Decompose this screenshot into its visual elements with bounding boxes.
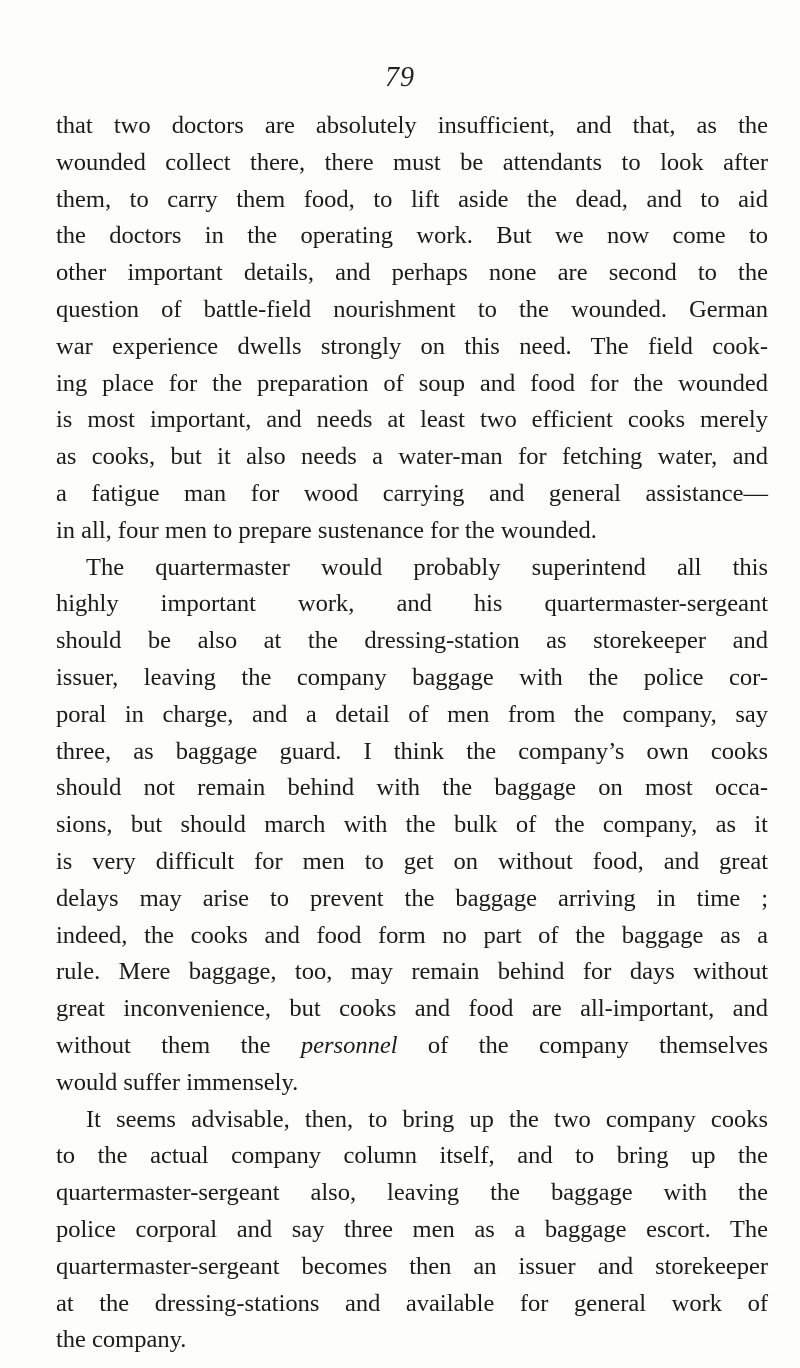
text-line: great inconvenience, but cooks and food are all-important, and <box>56 995 768 1023</box>
text-line: that two doctors are absolutely insufficient, and that, as the <box>56 112 768 139</box>
text-line: poral in charge, and a detail of men from the company, say <box>56 700 768 728</box>
text-line: quartermaster-sergeant becomes then an issuer and storekeeper <box>56 1252 768 1280</box>
paragraph-start-line: The quartermaster would probably superintend all this <box>86 553 768 581</box>
text-line: to the actual company column itself, and to bring up the <box>56 1142 768 1170</box>
text-line: the company. <box>56 1326 187 1354</box>
text-line: is most important, and needs at least two efficient cooks merely <box>56 406 768 434</box>
text-line: a fatigue man for wood carrying and general assistance— <box>56 479 768 507</box>
text-line: them, to carry them food, to lift aside the dead, and to aid <box>56 185 768 213</box>
text-line: the doctors in the operating work. But we now come to <box>56 222 768 250</box>
text-fragment: of the company themselves <box>397 1031 768 1059</box>
text-line: as cooks, but it also needs a water-man for fetching water, and <box>56 443 768 471</box>
text-line: is very difficult for men to get on without food, and great <box>56 847 768 875</box>
text-line: quartermaster-sergeant also, leaving the baggage with the <box>56 1179 768 1207</box>
text-line: issuer, leaving the company baggage with the police cor- <box>56 663 768 691</box>
text-line: three, as baggage guard. I think the company’s own cooks <box>56 737 768 765</box>
text-line: delays may arise to prevent the baggage arriving in time ; <box>56 884 768 912</box>
text-line: question of battle-field nourishment to the wounded. German <box>56 295 768 323</box>
paragraph-start-line: It seems advisable, then, to bring up the two company cooks <box>86 1105 768 1133</box>
page-number: 79 <box>385 62 415 93</box>
text-line: would suffer immensely. <box>56 1068 299 1096</box>
text-line: should be also at the dressing-station as storekeeper and <box>56 627 768 655</box>
text-line: police corporal and say three men as a baggage escort. The <box>56 1215 768 1243</box>
text-line: other important details, and perhaps none are second to the <box>56 259 768 287</box>
text-line: rule. Mere baggage, too, may remain behind for days without <box>56 958 768 986</box>
text-line: highly important work, and his quartermaster-sergeant <box>56 590 768 618</box>
text-line: ing place for the preparation of soup and food for the wounded <box>56 369 768 397</box>
text-line: indeed, the cooks and food form no part of the baggage as a <box>56 921 768 949</box>
body-text <box>56 108 768 1359</box>
text-fragment: without them the <box>56 1031 301 1059</box>
text-line-with-italic <box>56 1028 768 1065</box>
italic-word: personnel <box>300 1031 398 1059</box>
text-line: war experience dwells strongly on this need. The field cook- <box>56 332 768 360</box>
text-line: sions, but should march with the bulk of the company, as it <box>56 811 768 839</box>
text-line: should not remain behind with the baggage on most occa- <box>56 774 768 802</box>
text-line: at the dressing-stations and available for general work of <box>56 1289 768 1317</box>
text-line: in all, four men to prepare sustenance for the wounded. <box>56 516 597 544</box>
text-line: wounded collect there, there must be attendants to look after <box>56 148 768 176</box>
